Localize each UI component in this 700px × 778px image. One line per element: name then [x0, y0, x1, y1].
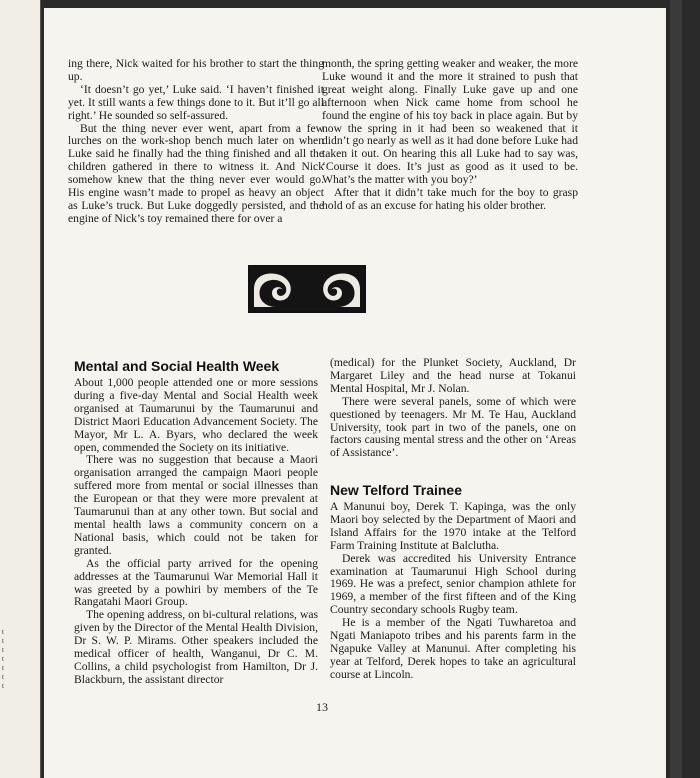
story-paragraph: month, the spring getting weaker and weaker, the more Luke wound it and the more it strained to push that great weight along. Finally Luke gave up and one afternoon when Nick came home from school he found the engine of his toy back in place again. But by now the spring in it had been so weakened that it didn’t go nearly as well as it had done before Luke had taken it out. On hearing this all Luke had to say was, ‘Course it does. It’s just as good as it used to be. What’s the matter with you boy?’ — [322, 57, 578, 187]
story-left-column — [68, 58, 324, 226]
article-heading: New Telford Trainee — [330, 482, 462, 498]
article-heading: Mental and Social Health Week — [74, 358, 280, 374]
page-number: 13 — [316, 700, 328, 714]
article-paragraph: He is a member of the Ngati Tuwharetoa and Ngati Maniapoto tribes and his parents farm in the Ngapuke Valley at Manunui. After completing his year at Telford, Derek hopes to take an agricultural course at Lincoln. — [330, 616, 576, 681]
article-paragraph: Derek was accredited his University Entrance examination at Taumarunui High School during 1969. He was a prefect, senior champion athlete for 1969, a member of the first fifteen and of the King Country secondary schools Rugby team. — [330, 551, 576, 617]
story-paragraph: ing there, Nick waited for his brother to start the thing up. — [68, 57, 324, 83]
article2-column — [330, 501, 576, 682]
article-paragraph: As the official party arrived for the opening addresses at the Taumarunui War Memorial Hall it was greeted by a powhiri by members of the Te Rangatahi Maori Group. — [74, 556, 318, 609]
facing-page-margin-marks: t t t t t t t — [2, 628, 4, 690]
binding-strip — [670, 0, 682, 778]
story-right-column — [322, 58, 578, 213]
article-right-column — [330, 357, 576, 460]
article-left-column — [74, 377, 318, 687]
facing-page-edge — [0, 0, 41, 778]
story-paragraph: But the thing never ever went, apart from a few lurches on the work-shop bench much later on when Luke said he finally had the thing finished and all the children gathered in there to witness it. And Nick somehow knew that the thing never ever would go. His engine wasn’t made to propel as heavy an object as Luke’s truck. But Luke doggedly persisted, and the engine of Nick’s toy remained there for over a — [68, 121, 324, 225]
koru-ornament — [248, 265, 366, 313]
article-paragraph: A Manunui boy, Derek T. Kapinga, was the only Maori boy selected by the Department of Maori and Island Affairs for the 1970 intake at the Telford Farm Training Institute at Balclutha. — [330, 500, 576, 552]
magazine-page — [44, 8, 666, 778]
article-paragraph: The opening address, on bi-cultural relations, was given by the Director of the Mental Health Division, Dr S. W. P. Mirams. Other speakers included the medical officer of health, Wanganui, Dr C. M. Collins, a child psychologist from Hamilton, Dr J. Blackburn, the assistant director — [74, 608, 318, 686]
story-paragraph: After that it didn’t take much for the boy to grasp hold of as an excuse for hating his older brother. — [322, 186, 578, 212]
article-paragraph: There was no suggestion that because a Maori organisation arranged the campaign Maori people suffered more from mental or social illnesses than the European or that they were more prevalent at Taumarunui than at any other town. But social and mental health laws a community concern on a National basis, which could not be taken for granted. — [74, 453, 318, 557]
article-paragraph: There were several panels, some of which were questioned by teenagers. Mr M. Te Hau, Auckland University, took part in two of the panels, one on factors causing mental stress and the other on ‘Areas of Assistance’. — [330, 394, 576, 460]
article-paragraph: (medical) for the Plunket Society, Auckland, Dr Margaret Liley and the head nurse at Tokanui Mental Hospital, Mr J. Nolan. — [330, 356, 576, 395]
story-paragraph: ‘It doesn’t go yet,’ Luke said. ‘I haven’t finished it yet. It still wants a few things done to it. But it’ll go all right.’ He sounded so self-assured. — [68, 82, 324, 122]
article-paragraph: About 1,000 people attended one or more sessions during a five-day Mental and Social Health week organised at Taumarunui by the Taumarunui and District Maori Education Advancement Society. The Mayor, Mr L. A. Byars, who declared the week open, commended the Society on its initiative. — [74, 376, 318, 454]
